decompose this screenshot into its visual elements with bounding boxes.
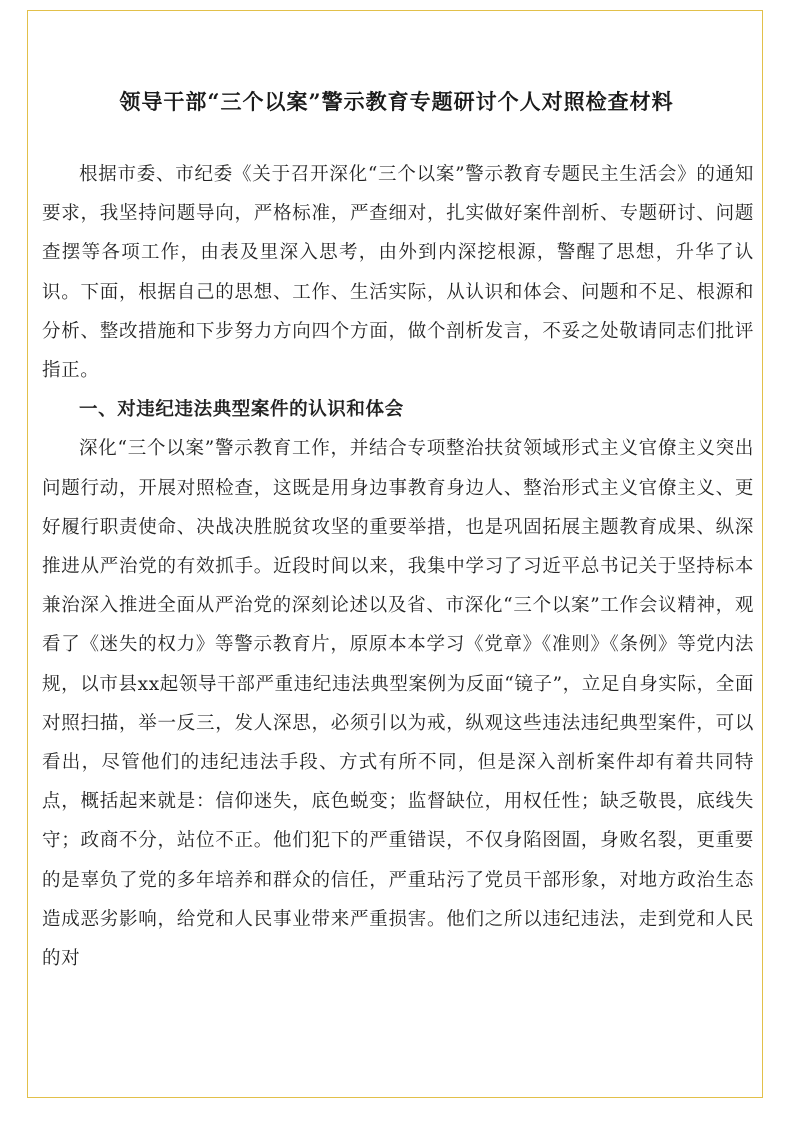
section-heading: 一、对违纪违法典型案件的认识和体会 — [79, 399, 404, 421]
intro-paragraph: 根据市委、市纪委《关于召开深化“三个以案”警示教育专题民主生活会》的通知要求，我坚持问题导向，严格标准，严查细对，扎实做好案件剖析、专题研讨、问题查摆等各项工作，由表及里深入思考，由外到内深挖根源，警醒了思想，升华了认识。下面，根据自己的思想、工作、生活实际，从认识和体会、问题和不足、根源和分析、整改措施和下步努力方向四个方面，做个剖析发言，不妥之处敬请同志们批评指正。 — [42, 164, 754, 382]
document-body — [42, 155, 754, 978]
body-paragraph: 深化“三个以案”警示教育工作，并结合专项整治扶贫领域形式主义官僚主义突出问题行动，开展对照检查，这既是用身边事教育身边人、整治形式主义官僚主义、更好履行职责使命、决战决胜脱贫攻坚的重要举措，也是巩固拓展主题教育成果、纵深推进从严治党的有效抓手。近段时间以来，我集中学习了习近平总书记关于坚持标本兼治深入推进全面从严治党的深刻论述以及省、市深化“三个以案”工作会议精神，观看了《迷失的权力》等警示教育片，原原本本学习《党章》《准则》《条例》等党内法规，以市县xx起领导干部严重违纪违法典型案例为反面“镜子”，立足自身实际，全面对照扫描，举一反三，发人深思，必须引以为戒，纵观这些违法违纪典型案件，可以看出，尽管他们的违纪违法手段、方式有所不同，但是深入剖析案件却有着共同特点，概括起来就是：信仰迷失，底色蜕变；监督缺位，用权任性；缺乏敬畏，底线失守；政商不分，站位不正。他们犯下的严重错误，不仅身陷囹圄，身败名裂，更重要的是辜负了党的多年培养和群众的信任，严重玷污了党员干部形象，对地方政治生态造成恶劣影响，给党和人民事业带来严重损害。他们之所以违纪违法，走到党和人民的对 — [42, 438, 754, 970]
document-title: 领导干部“三个以案”警示教育专题研讨个人对照检查材料 — [119, 89, 674, 114]
